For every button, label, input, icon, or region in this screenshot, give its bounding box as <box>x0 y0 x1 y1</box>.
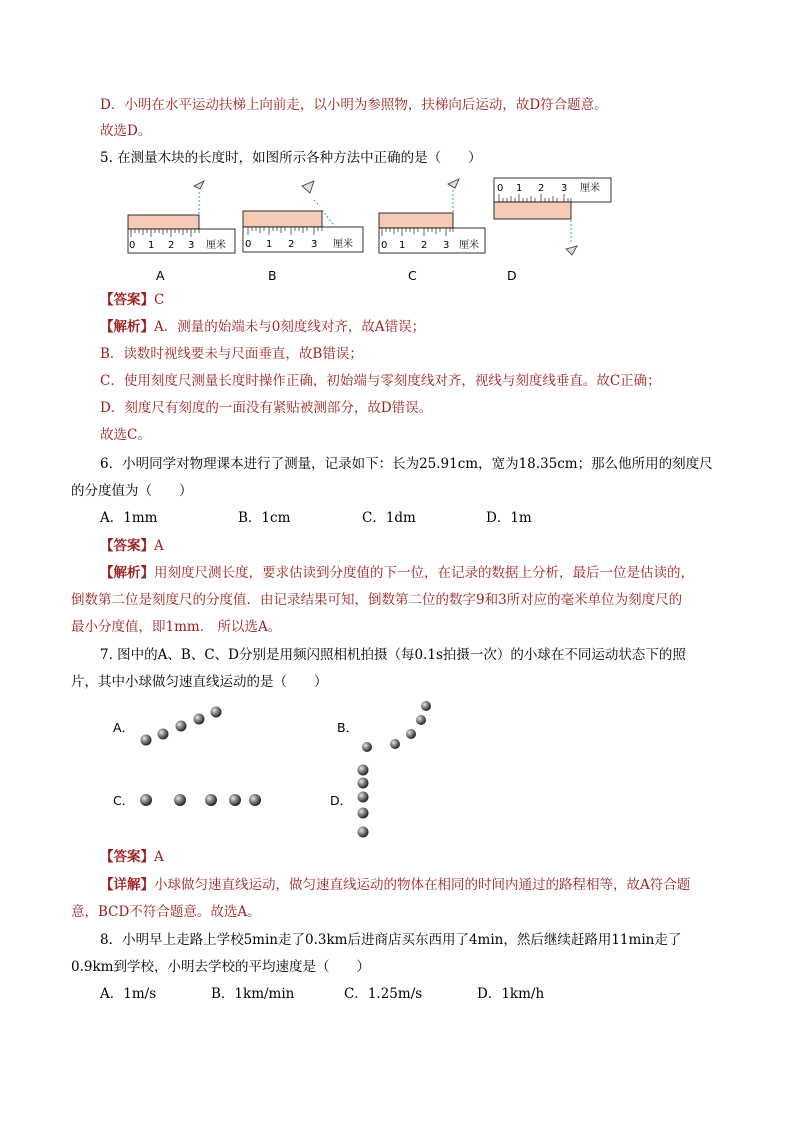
q5-b-tick-3: 3 <box>311 239 318 250</box>
q8-option-d: D．1km/h <box>477 986 545 1002</box>
q8-option-a: A．1m/s <box>100 986 157 1002</box>
q5-label-c: C <box>408 268 417 283</box>
q7-label-c: C． <box>113 793 135 808</box>
q5-b-tick-0: 0 <box>245 239 252 250</box>
q6-analysis-label: 【解析】 <box>100 565 154 581</box>
q5-d-unit: 厘米 <box>580 183 600 194</box>
q5-b-tick-2: 2 <box>288 239 295 250</box>
q5-answer-value: C <box>154 292 165 308</box>
q7-label-d: D． <box>330 793 353 808</box>
q6-option-c: C．1dm <box>362 510 416 526</box>
q5-d-tick-0: 0 <box>497 183 504 194</box>
q7-option-b-balls <box>362 701 431 752</box>
q6-option-a: A．1mm <box>100 510 158 526</box>
q8-option-b: B．1km/min <box>211 986 295 1002</box>
q5-c-tick-1: 1 <box>399 240 406 251</box>
q7-stem-line-2: 片，其中小球做匀速直线运动的是（ ） <box>71 674 328 690</box>
q7-detail-line-1: 【详解】小球做匀速直线运动，做匀速直线运动的物体在相同的时间内通过的路程相等，故A符合题 <box>100 877 691 893</box>
q5-analysis-line-3: C．使用刻度尺测量长度时操作正确，初始端与零刻度线对齐，视线与刻度线垂直。故C正确； <box>100 373 661 389</box>
q7-detail-line-2: 意，BCD不符合题意。故选A。 <box>71 904 261 920</box>
q5-a-tick-2: 2 <box>168 240 175 251</box>
q5-a-tick-1: 1 <box>148 240 155 251</box>
q5-label-a: A <box>156 268 165 283</box>
q5-a-tick-3: 3 <box>188 240 195 251</box>
q7-option-a-balls <box>141 707 222 746</box>
q5-stem: 5. 在测量木块的长度时，如图所示各种方法中正确的是（ ） <box>100 150 482 166</box>
q5-analysis-line-1: 【解析】A．测量的始端未与0刻度线对齐，故A错误； <box>100 319 426 335</box>
q5-label-b: B <box>268 268 277 283</box>
q5-d-tick-1: 1 <box>516 183 523 194</box>
q5-a-unit: 厘米 <box>206 240 226 251</box>
q5-label-d: D <box>507 268 517 283</box>
q6-analysis-line-1: 【解析】用刻度尺测长度，要求估读到分度值的下一位，在记录的数据上分析，最后一位是估读的， <box>100 565 694 581</box>
q7-label-b: B． <box>337 720 359 735</box>
q5-c-tick-2: 2 <box>421 240 428 251</box>
q6-analysis-line-3: 最小分度值，即1mm． 所以选A。 <box>71 619 282 635</box>
q8-option-c: C．1.25m/s <box>344 986 423 1002</box>
q5-conclusion: 故选C。 <box>100 427 151 443</box>
q5-analysis-line-2: B．读数时视线要未与尺面垂直，故B错误； <box>100 346 363 362</box>
q6-stem-line-1: 6．小明同学对物理课本进行了测量，记录如下：长为25.91cm，宽为18.35cm；那么他所用的刻度尺 <box>100 456 713 472</box>
q5-b-unit: 厘米 <box>333 239 353 250</box>
q6-answer-value: A <box>154 538 164 554</box>
q7-answer-label: 【答案】 <box>100 849 154 865</box>
q7-detail-label: 【详解】 <box>100 877 154 893</box>
q7-label-a: A． <box>113 720 135 735</box>
q4-option-d-explanation: D．小明在水平运动扶梯上向前走，以小明为参照物，扶梯向后运动，故D符合题意。 <box>100 97 608 113</box>
q8-stem-line-2: 0.9km到学校，小明去学校的平均速度是（ ） <box>71 959 370 975</box>
q5-d-tick-3: 3 <box>561 183 568 194</box>
q8-stem-line-1: 8．小明早上走路上学校5min走了0.3km后进商店买东西用了4min，然后继续赶路用11min走了 <box>100 932 682 948</box>
q5-c-tick-0: 0 <box>381 240 388 251</box>
q6-option-b: B．1cm <box>238 510 291 526</box>
q5-analysis-line-4: D．刻度尺有刻度的一面没有紧贴被测部分，故D错误。 <box>100 400 433 416</box>
q5-b-tick-1: 1 <box>266 239 273 250</box>
q7-stem-line-1: 7. 图中的A、B、C、D分别是用频闪照相机拍摄（每0.1s拍摄一次）的小球在不同运动状态下的照 <box>100 647 686 663</box>
q5-a-tick-0: 0 <box>129 240 136 251</box>
q6-option-d: D．1m <box>486 510 532 526</box>
q7-answer-value: A <box>154 849 164 865</box>
q5-analysis-label: 【解析】 <box>100 319 154 335</box>
q5-c-unit: 厘米 <box>459 240 479 251</box>
q7-option-d-balls <box>358 765 369 838</box>
q6-answer-label: 【答案】 <box>100 538 154 554</box>
q5-c-tick-3: 3 <box>443 240 450 251</box>
q6-stem-line-2: 的分度值为（ ） <box>71 483 193 499</box>
q6-analysis-line-2: 倒数第二位是刻度尺的分度值．由记录结果可知，倒数第二位的数字9和3所对应的毫米单位为刻度尺的 <box>71 592 683 608</box>
q5-d-tick-2: 2 <box>538 183 545 194</box>
q4-conclusion: 故选D。 <box>100 123 152 139</box>
q7-option-c-balls <box>140 794 261 806</box>
q7-answer <box>100 848 164 866</box>
q5-answer-label: 【答案】 <box>100 292 154 308</box>
